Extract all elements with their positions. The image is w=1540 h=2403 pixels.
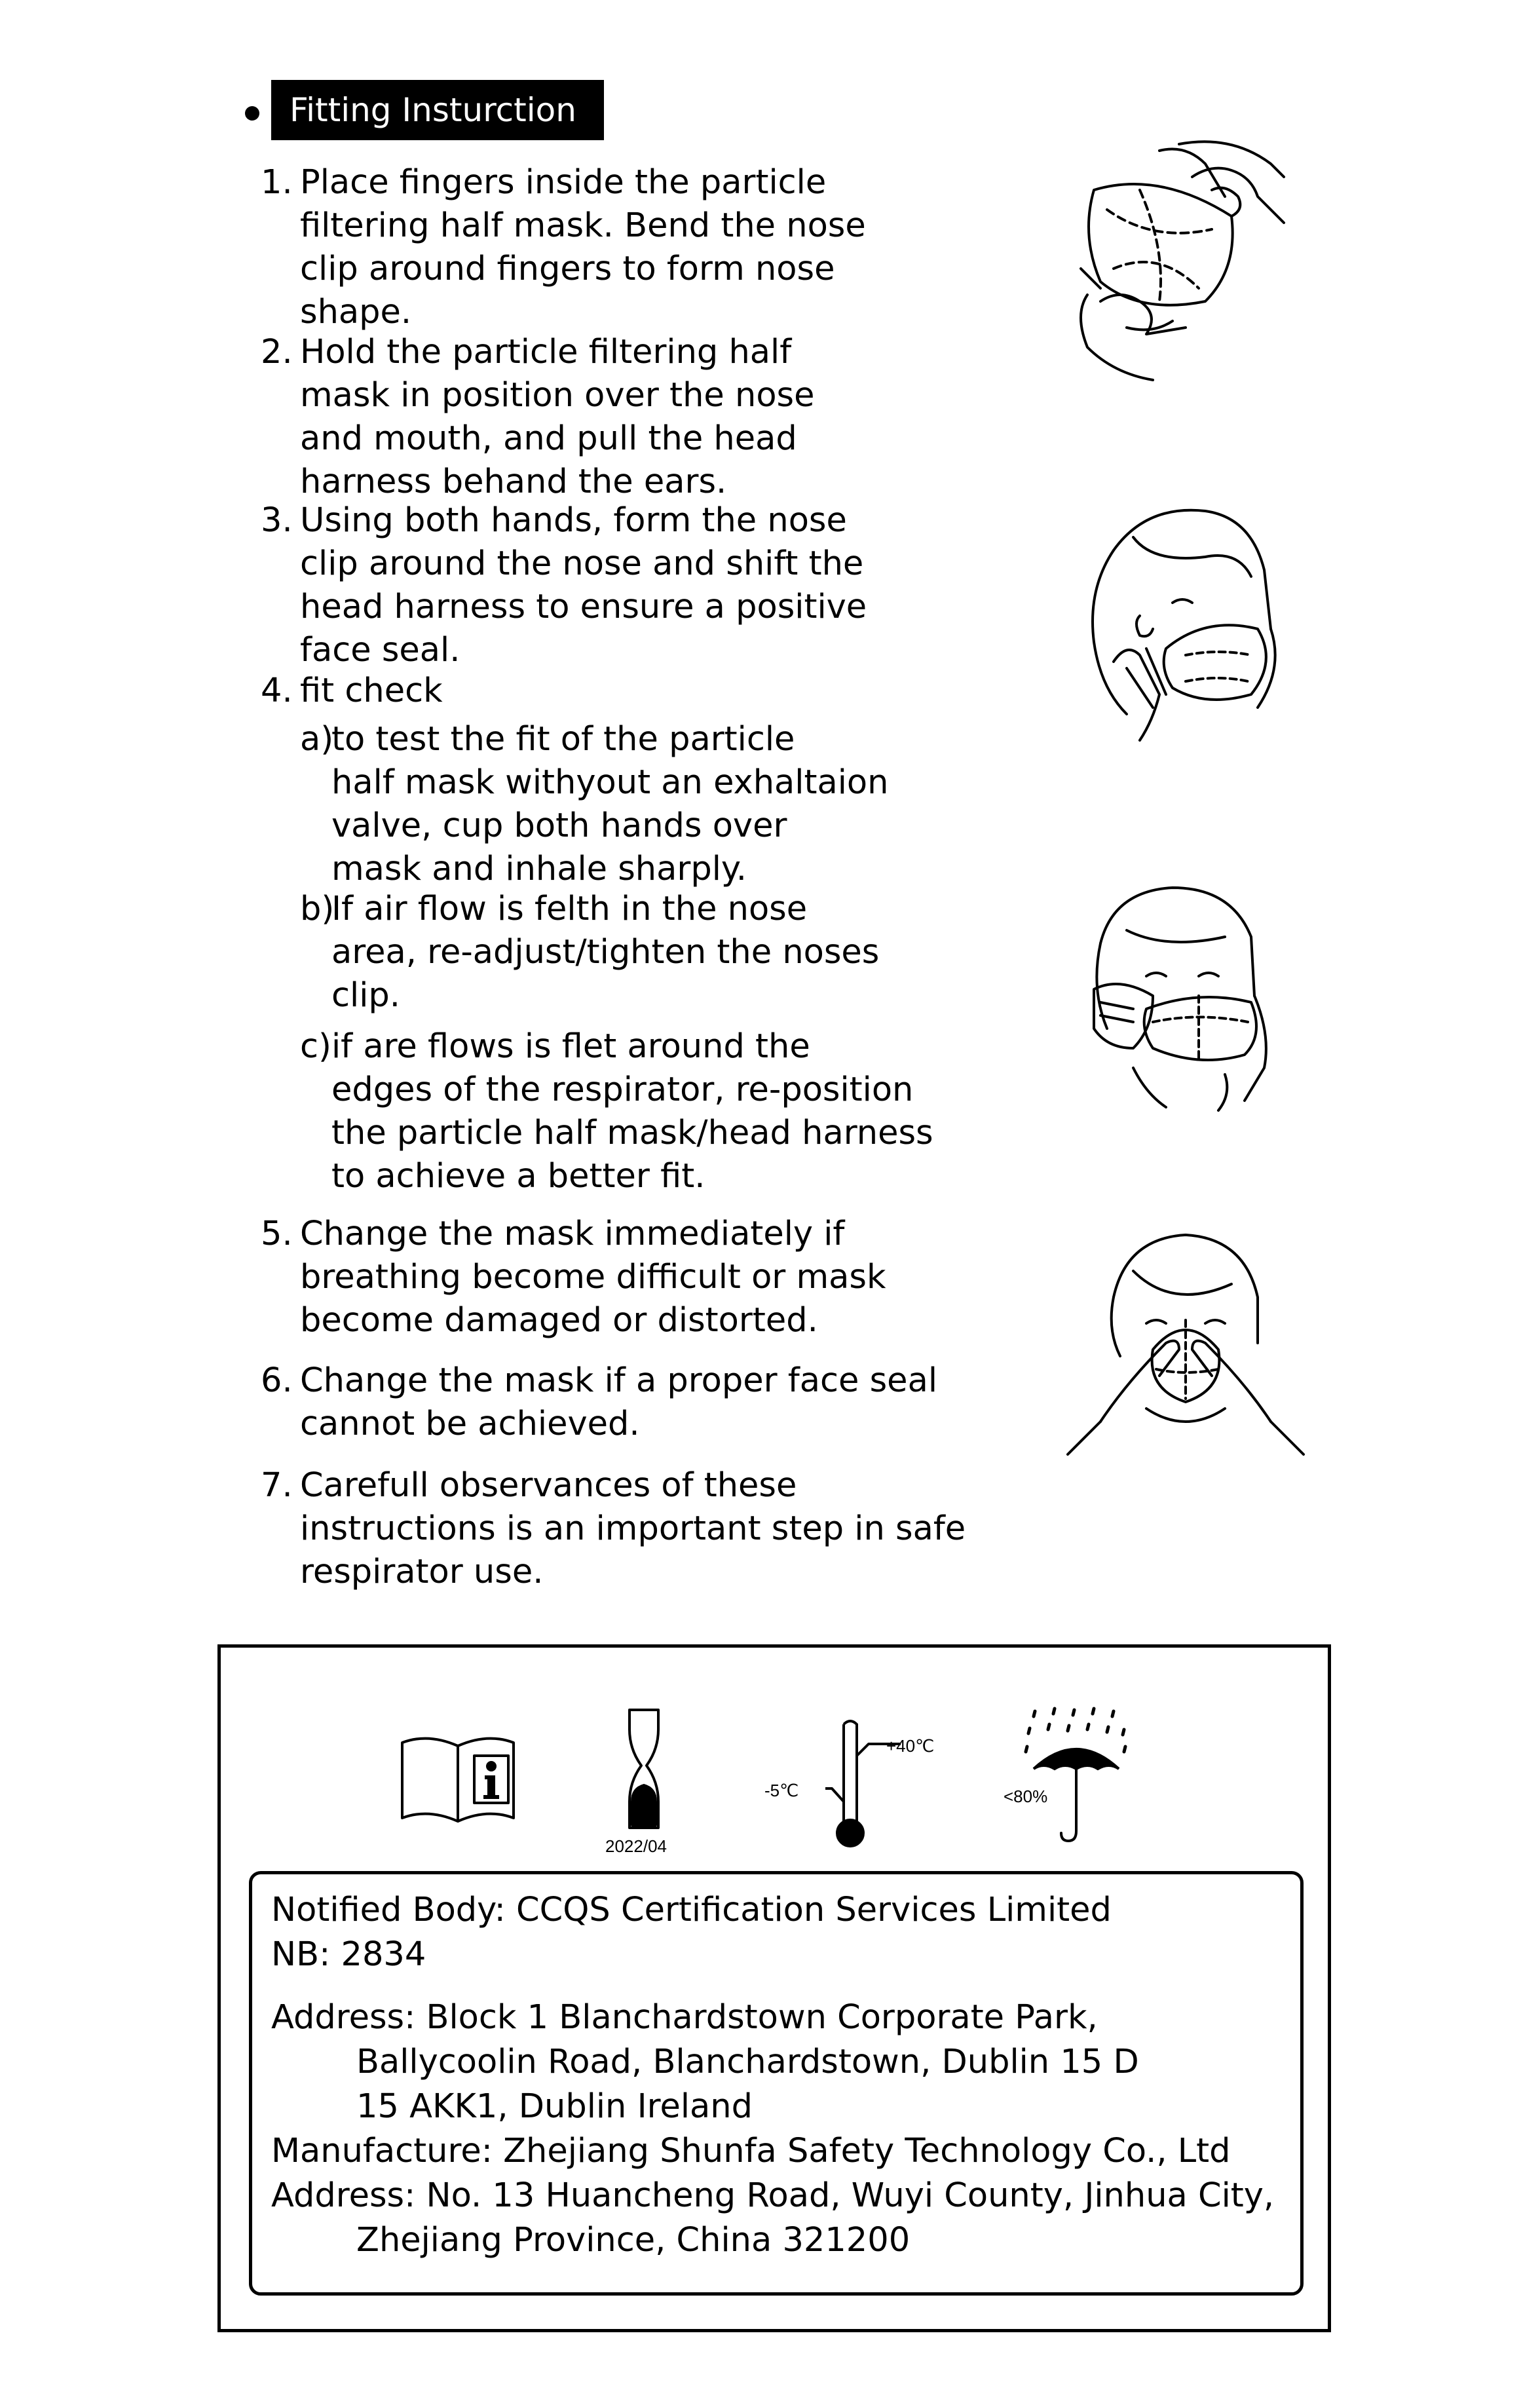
item-line: breathing become difficult or mask	[300, 1258, 886, 1296]
item-number: 2.	[261, 333, 293, 371]
notified-body-text	[271, 1888, 1112, 1977]
item-line: face seal.	[300, 631, 460, 670]
item-number: 5.	[261, 1215, 293, 1253]
sub-line: area, re-adjust/tighten the noses	[331, 933, 880, 972]
section-heading: Fitting Insturction	[271, 80, 604, 140]
item-line: Change the mask immediately if	[300, 1215, 845, 1253]
sub-line: If air flow is felth in the nose	[331, 890, 808, 928]
illustration-cup-hands	[1074, 878, 1284, 1114]
address-line: Zhejiang Province, China 321200	[356, 2221, 911, 2260]
sub-line: clip.	[331, 976, 400, 1015]
address-block	[271, 1996, 1274, 2263]
item-number: 1.	[261, 163, 293, 202]
illustration-place-mask	[1074, 498, 1297, 747]
nb-number: NB: 2834	[271, 1935, 426, 1974]
item-number: 3.	[261, 501, 293, 540]
item-line: Place fingers inside the particle	[300, 163, 827, 202]
sub-line: half mask withyout an exhaltaion	[331, 763, 889, 802]
umbrella-rain-icon	[1021, 1703, 1132, 1850]
address-line: Address: Block 1 Blanchardstown Corporate Park,	[271, 1998, 1098, 2037]
item-line: clip around fingers to form nose	[300, 250, 835, 288]
humidity-label: <80%	[1004, 1787, 1048, 1806]
temp-low-label: -5℃	[764, 1781, 799, 1800]
item-line: harness behand the ears.	[300, 463, 727, 501]
item-line: Change the mask if a proper face seal	[300, 1361, 937, 1400]
illustration-press-noseclip	[1061, 1225, 1310, 1461]
address-line: Ballycoolin Road, Blanchardstown, Dublin 15 D	[356, 2043, 1139, 2081]
sub-line: to achieve a better fit.	[331, 1157, 705, 1196]
temp-high-label: +40℃	[886, 1736, 935, 1756]
sub-letter: c)	[300, 1027, 331, 1066]
item-line: Hold the particle filtering half	[300, 333, 792, 371]
address-line: 15 AKK1, Dublin Ireland	[356, 2087, 753, 2126]
sub-line: to test the fit of the particle	[331, 720, 795, 759]
info-book-icon	[396, 1730, 520, 1830]
address-line: Address: No. 13 Huancheng Road, Wuyi County, Jinhua City,	[271, 2176, 1275, 2215]
item-line: Carefull observances of these	[300, 1466, 797, 1505]
sub-line: mask and inhale sharply.	[331, 850, 747, 888]
item-line: instructions is an important step in safe	[300, 1509, 966, 1548]
sub-line: valve, cup both hands over	[331, 806, 787, 845]
item-line: Using both hands, form the nose	[300, 501, 847, 540]
item-line: shape.	[300, 293, 412, 331]
item-line: cannot be achieved.	[300, 1405, 640, 1443]
illustration-hold-mask	[1061, 138, 1304, 387]
item-line: mask in position over the nose	[300, 376, 815, 415]
heading-bullet	[245, 106, 259, 121]
item-number: 7.	[261, 1466, 293, 1505]
item-line: head harness to ensure a positive	[300, 588, 867, 626]
sub-line: the particle half mask/head harness	[331, 1114, 933, 1152]
sub-letter: a)	[300, 720, 334, 759]
sub-letter: b)	[300, 890, 335, 928]
item-line: clip around the nose and shift the	[300, 544, 864, 583]
hourglass-icon	[624, 1703, 664, 1837]
item-number: 4.	[261, 672, 293, 710]
item-line: fit check	[300, 672, 443, 710]
expiry-date: 2022/04	[605, 1836, 667, 1856]
item-line: and mouth, and pull the head	[300, 419, 797, 458]
notified-body: Notified Body: CCQS Certification Services Limited	[271, 1891, 1112, 1929]
sub-line: edges of the respirator, re-position	[331, 1070, 914, 1109]
item-line: respirator use.	[300, 1553, 544, 1591]
manufacturer: Manufacture: Zhejiang Shunfa Safety Technology Co., Ltd	[271, 2132, 1231, 2170]
item-line: filtering half mask. Bend the nose	[300, 206, 866, 245]
sub-line: if are flows is flet around the	[331, 1027, 810, 1066]
item-line: become damaged or distorted.	[300, 1301, 818, 1340]
item-number: 6.	[261, 1361, 293, 1400]
